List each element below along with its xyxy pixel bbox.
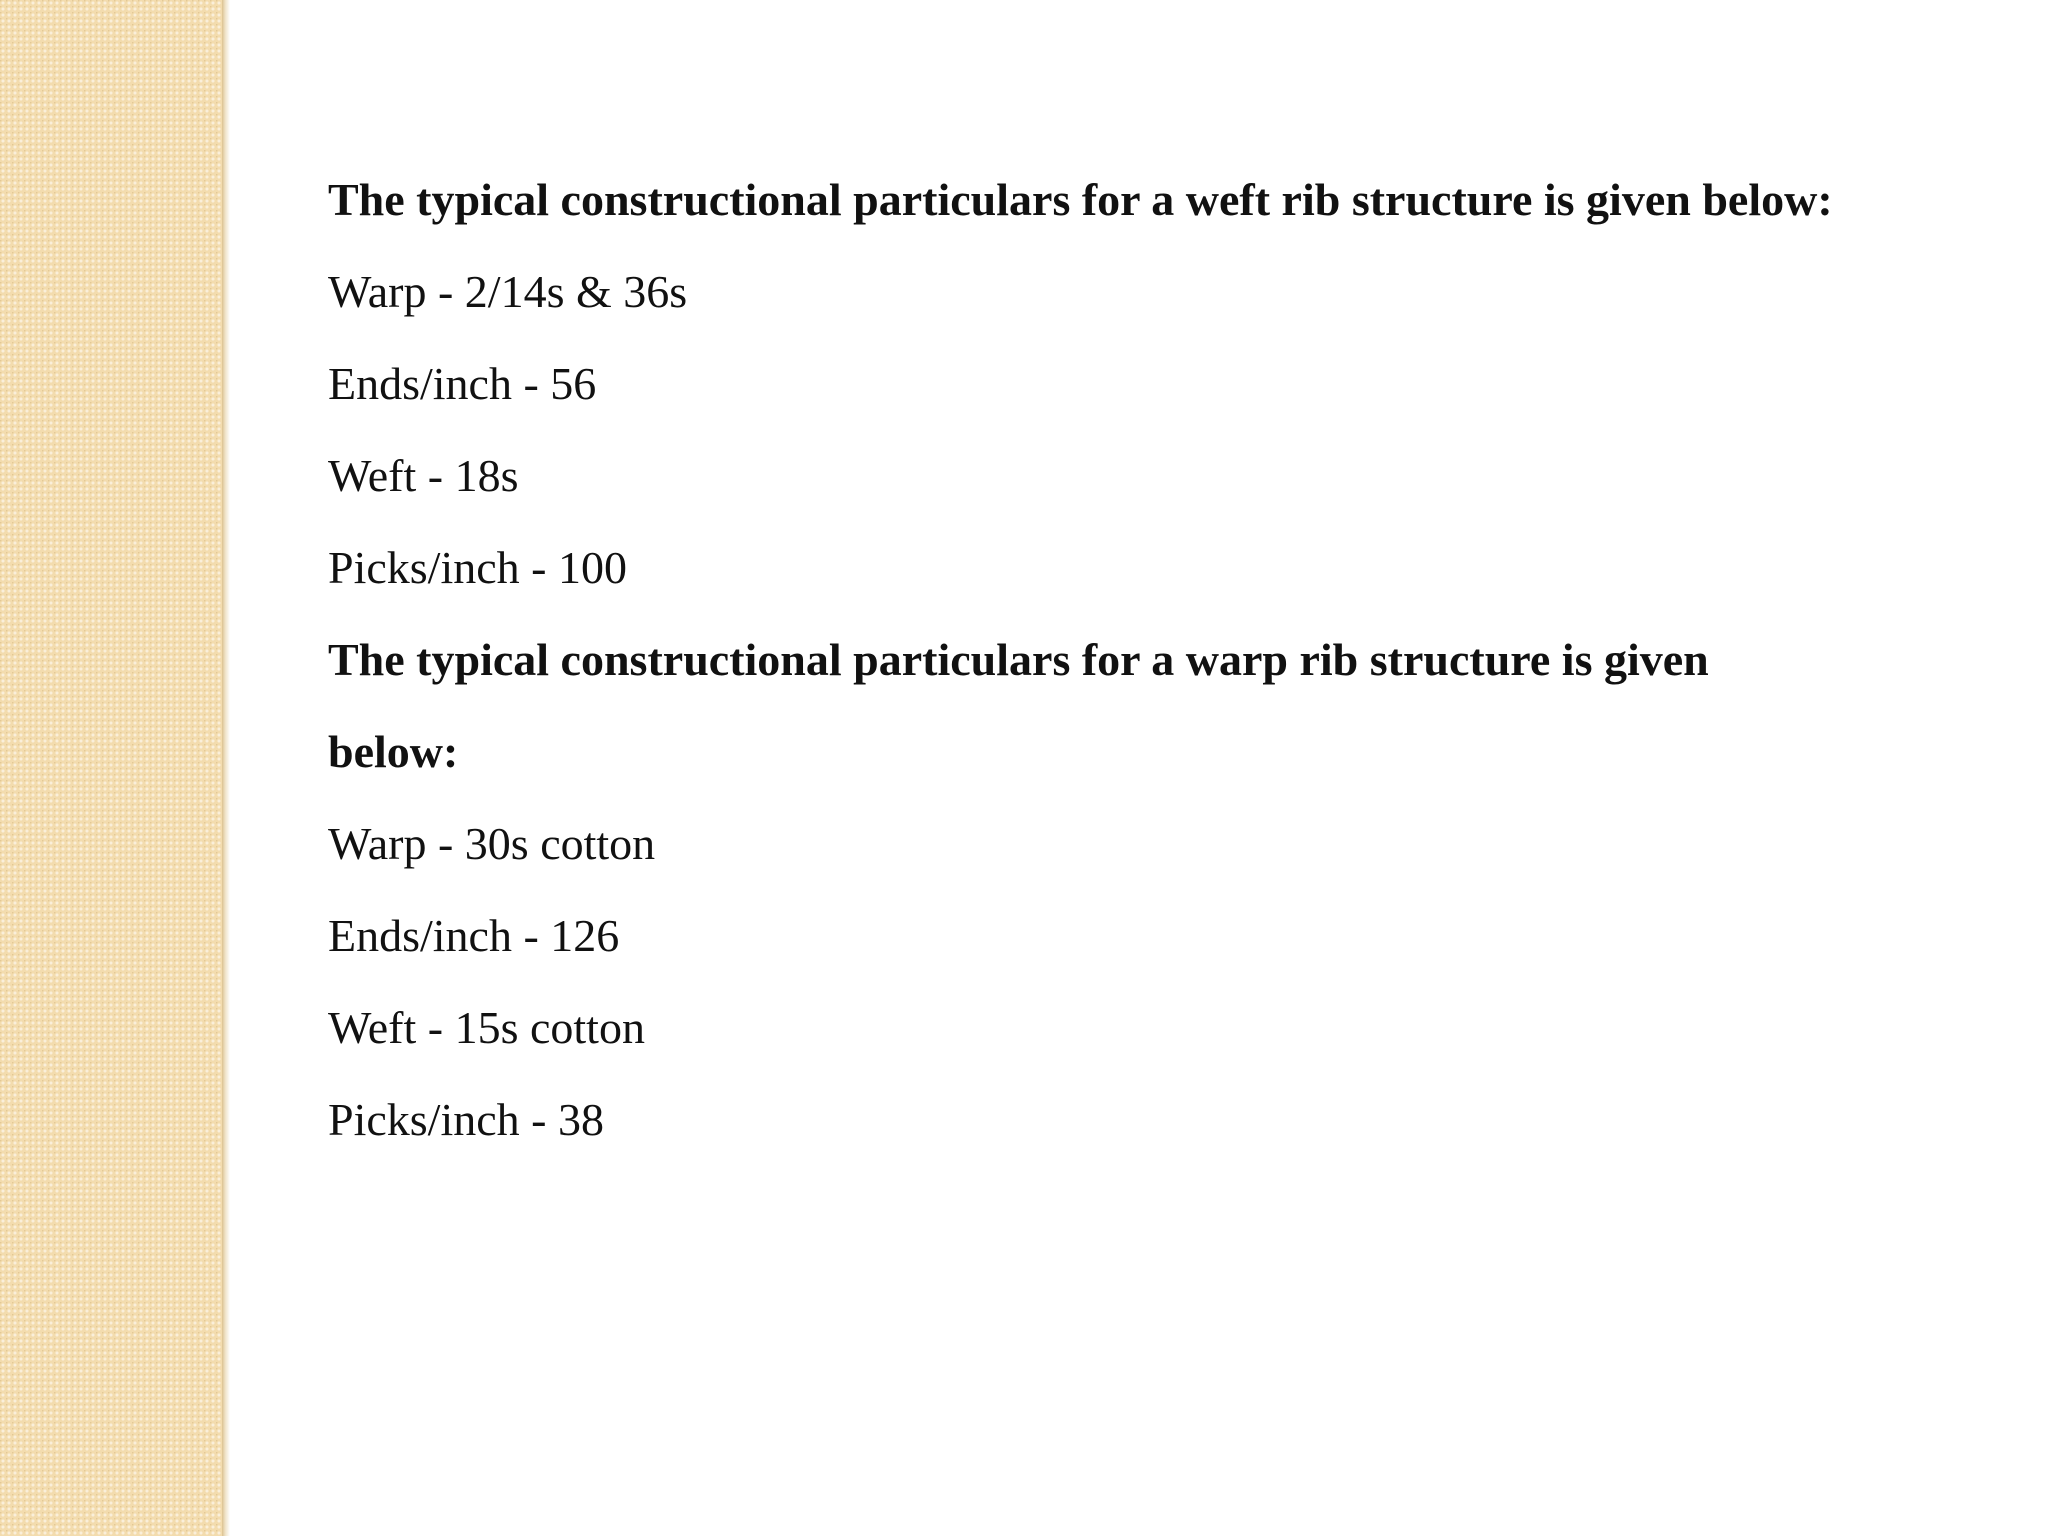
warp-rib-heading: The typical constructional particulars for a warp rib structure is given below: bbox=[328, 634, 1709, 777]
warp-rib-warp-spec: Warp - 30s cotton bbox=[328, 818, 656, 869]
warp-rib-ends-spec: Ends/inch - 126 bbox=[328, 910, 620, 961]
weft-rib-weft-spec: Weft - 18s bbox=[328, 450, 519, 501]
weft-rib-heading: The typical constructional particulars for a weft rib structure is given below: bbox=[328, 174, 1833, 225]
weft-rib-ends-spec: Ends/inch - 56 bbox=[328, 358, 597, 409]
warp-rib-picks-spec: Picks/inch - 38 bbox=[328, 1094, 604, 1145]
slide-body bbox=[328, 154, 1968, 1166]
decorative-side-band bbox=[0, 0, 222, 1536]
weft-rib-warp-spec: Warp - 2/14s & 36s bbox=[328, 266, 688, 317]
side-band-edge bbox=[222, 0, 230, 1536]
warp-rib-weft-spec: Weft - 15s cotton bbox=[328, 1002, 645, 1053]
weft-rib-picks-spec: Picks/inch - 100 bbox=[328, 542, 627, 593]
